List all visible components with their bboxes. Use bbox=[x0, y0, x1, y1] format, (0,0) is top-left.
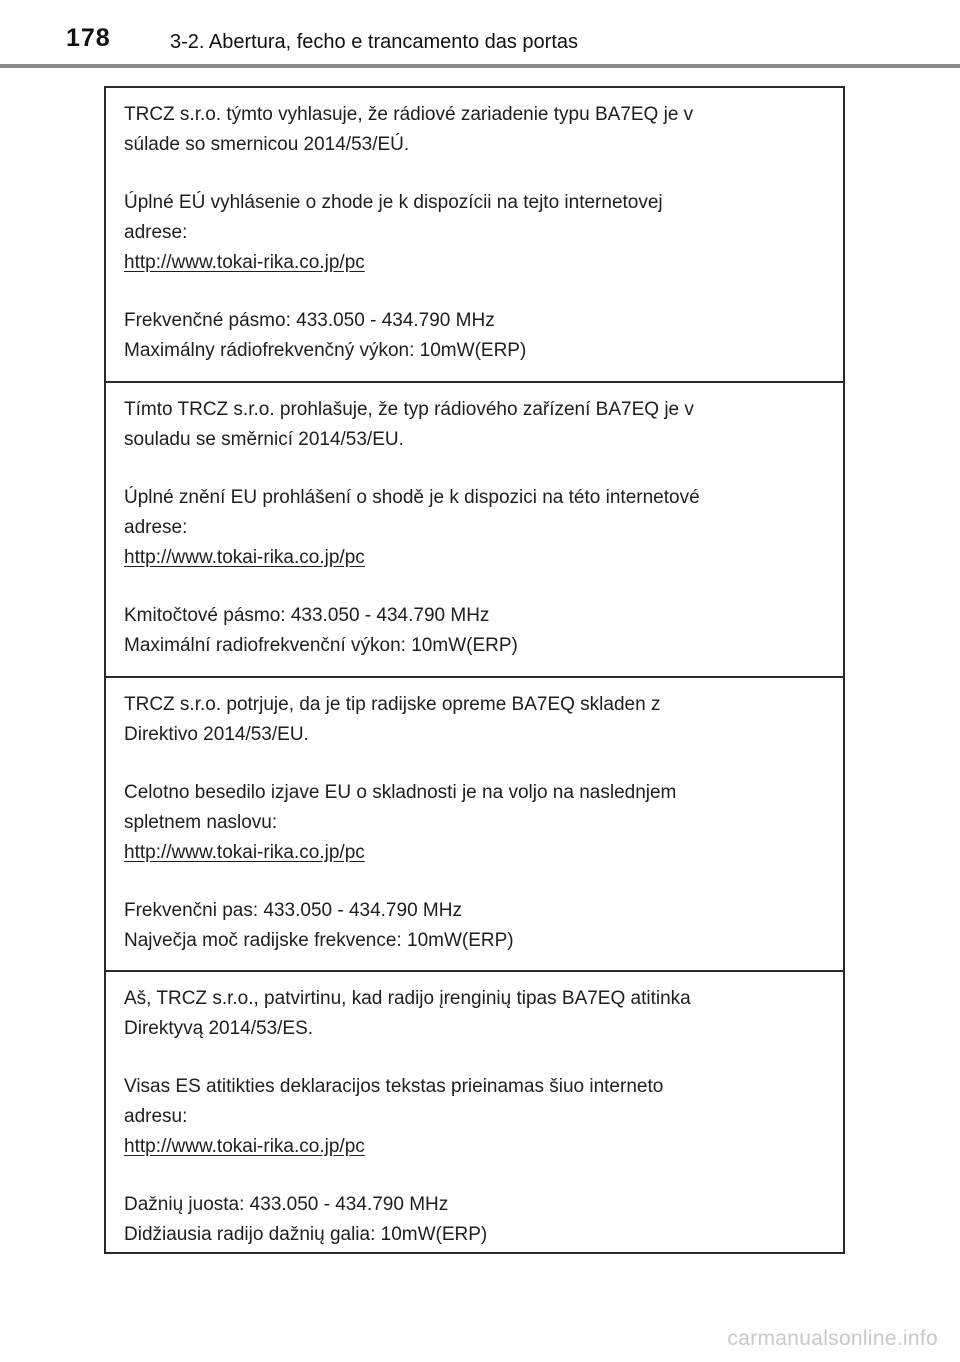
spacer bbox=[124, 750, 785, 778]
full-text-line-2: adrese: bbox=[124, 222, 188, 243]
frequency-band: Frekvenčni pas: 433.050 - 434.790 MHz bbox=[124, 900, 462, 921]
declaration-line-2: Direktivo 2014/53/EU. bbox=[124, 724, 309, 745]
declaration-url-link[interactable]: http://www.tokai-rika.co.jp/pc bbox=[124, 842, 365, 863]
frequency-band: Dažnių juosta: 433.050 - 434.790 MHz bbox=[124, 1194, 449, 1215]
full-text-line-1: Visas ES atitikties deklaracijos tekstas prieinamas šiuo interneto bbox=[124, 1076, 664, 1097]
declaration-url-link[interactable]: http://www.tokai-rika.co.jp/pc bbox=[124, 547, 365, 568]
frequency-band: Kmitočtové pásmo: 433.050 - 434.790 MHz bbox=[124, 605, 490, 626]
declaration-line-2: Direktyvą 2014/53/ES. bbox=[124, 1018, 314, 1039]
declaration-block-czech bbox=[106, 383, 843, 661]
site-watermark: carmanualsonline.info bbox=[727, 1327, 938, 1350]
declaration-line-1: TRCZ s.r.o. týmto vyhlasuje, že rádiové zariadenie typu BA7EQ je v bbox=[124, 104, 694, 125]
declaration-line-2: súlade so smernicou 2014/53/EÚ. bbox=[124, 134, 410, 155]
declaration-line-1: Tímto TRCZ s.r.o. prohlašuje, že typ rádiového zařízení BA7EQ je v bbox=[124, 399, 694, 420]
max-power: Največja moč radijske frekvence: 10mW(ERP) bbox=[124, 930, 514, 951]
declaration-block-lithuanian bbox=[106, 972, 843, 1250]
frequency-band: Frekvenčné pásmo: 433.050 - 434.790 MHz bbox=[124, 310, 495, 331]
full-text-line-2: spletnem naslovu: bbox=[124, 812, 278, 833]
spacer bbox=[124, 160, 785, 188]
spacer bbox=[124, 455, 785, 483]
declaration-line-1: TRCZ s.r.o. potrjuje, da je tip radijske opreme BA7EQ skladen z bbox=[124, 694, 661, 715]
section-title: 3-2. Abertura, fecho e trancamento das portas bbox=[170, 31, 579, 53]
spacer bbox=[124, 868, 785, 896]
max-power: Maximální radiofrekvenční výkon: 10mW(ERP) bbox=[124, 635, 518, 656]
full-text-line-1: Úplné znění EU prohlášení o shodě je k dispozici na této internetové bbox=[124, 487, 700, 508]
full-text-line-2: adrese: bbox=[124, 517, 188, 538]
full-text-line-2: adresu: bbox=[124, 1106, 188, 1127]
spacer bbox=[124, 278, 785, 306]
max-power: Maximálny rádiofrekvenčný výkon: 10mW(ERP) bbox=[124, 340, 527, 361]
declaration-line-1: Aš, TRCZ s.r.o., patvirtinu, kad radijo įrenginių tipas BA7EQ atitinka bbox=[124, 988, 691, 1009]
declaration-table bbox=[104, 86, 845, 1254]
max-power: Didžiausia radijo dažnių galia: 10mW(ERP) bbox=[124, 1224, 488, 1245]
page-header bbox=[0, 0, 960, 68]
declaration-url-link[interactable]: http://www.tokai-rika.co.jp/pc bbox=[124, 1136, 365, 1157]
spacer bbox=[124, 1044, 785, 1072]
header-divider bbox=[0, 64, 960, 68]
spacer bbox=[124, 1162, 785, 1190]
declaration-block-slovak bbox=[106, 88, 843, 366]
declaration-block-slovenian bbox=[106, 678, 843, 956]
page-number: 178 bbox=[66, 24, 111, 52]
declaration-line-2: souladu se směrnicí 2014/53/EU. bbox=[124, 429, 404, 450]
full-text-line-1: Úplné EÚ vyhlásenie o zhode je k dispozícii na tejto internetovej bbox=[124, 192, 663, 213]
declaration-url-link[interactable]: http://www.tokai-rika.co.jp/pc bbox=[124, 252, 365, 273]
spacer bbox=[124, 573, 785, 601]
full-text-line-1: Celotno besedilo izjave EU o skladnosti je na voljo na naslednjem bbox=[124, 782, 677, 803]
